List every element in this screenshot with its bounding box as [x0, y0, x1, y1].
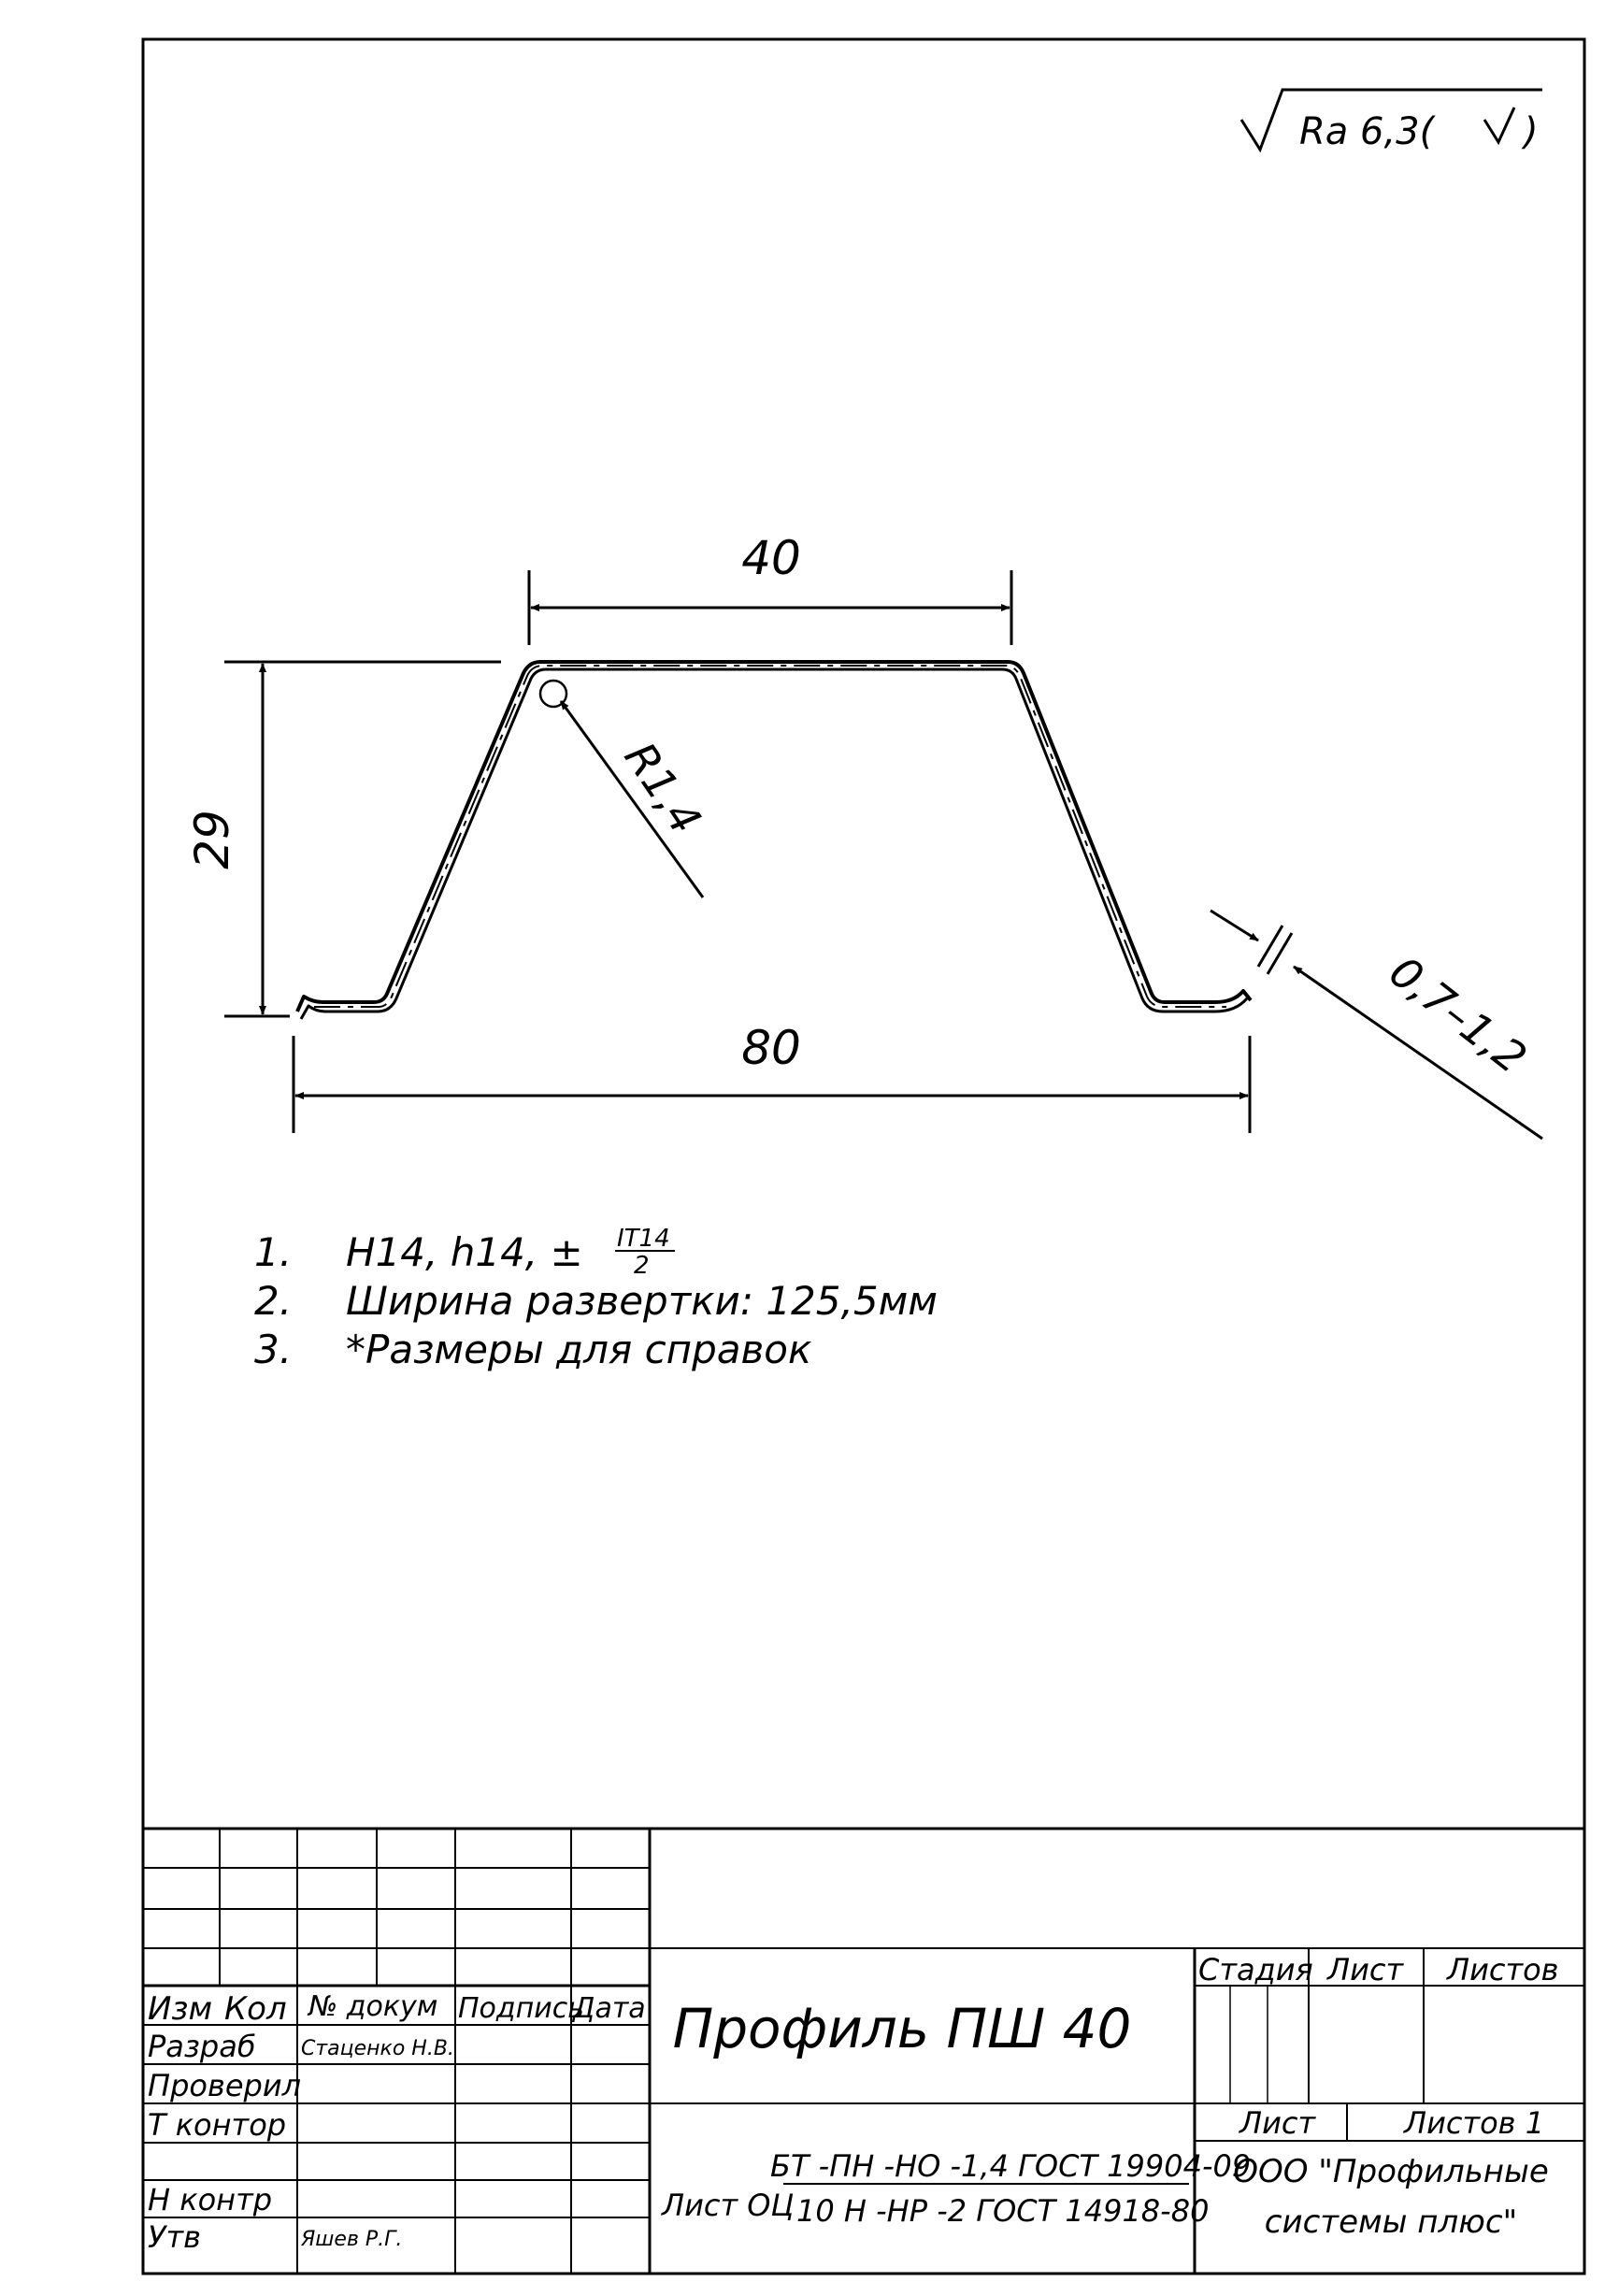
note-1-fraction-bottom: 2 — [634, 1252, 650, 1280]
notes — [254, 1225, 938, 1372]
header-date: Дата — [573, 1992, 646, 2025]
role-checker: Проверил — [148, 2068, 302, 2103]
dimension-label-80: 80 — [741, 1021, 801, 1075]
note-1-fraction-top: IT14 — [617, 1225, 670, 1253]
company-line-2: системы плюс" — [1264, 2203, 1518, 2241]
role-approver: Утв — [148, 2219, 201, 2255]
material-line-1: БТ -ПН -НО -1,4 ГОСТ 19904-09 — [770, 2148, 1252, 2184]
role-norm-control: Н контр — [148, 2182, 273, 2217]
header-kol: Кол — [224, 1990, 287, 2028]
note-1-number: 1. — [254, 1229, 293, 1275]
radius-leader — [561, 701, 711, 897]
sheet-frame — [143, 39, 1584, 2274]
dimension-top-width — [529, 531, 1011, 645]
name-approver: Яшев Р.Г. — [301, 2228, 403, 2251]
header-doc: № докум — [308, 1990, 438, 2023]
name-developer: Стаценко Н.В. — [301, 2037, 454, 2060]
header-izm: Изм — [148, 1990, 213, 2028]
thickness-label: 0,7–1,2 — [1380, 945, 1537, 1083]
profile-shape — [297, 662, 1251, 1019]
dimension-label-29: 29 — [185, 810, 239, 869]
sheets-label: Листов — [1447, 1952, 1559, 1987]
roughness-close: ) — [1524, 110, 1539, 153]
title-block — [143, 1829, 1584, 2274]
roughness-mark — [1241, 90, 1542, 153]
note-3-text: *Размеры для справок — [346, 1327, 812, 1372]
material-prefix: Лист ОЦ — [662, 2188, 795, 2223]
thickness-leader — [1211, 911, 1542, 1139]
sheets-value-label: Листов 1 — [1404, 2105, 1545, 2141]
company-line-1: ООО "Профильные — [1233, 2153, 1549, 2190]
roughness-text: Ra 6,3( — [1299, 110, 1435, 153]
material-line-2: 10 Н -НР -2 ГОСТ 14918-80 — [796, 2193, 1210, 2229]
stage-label: Стадия — [1198, 1952, 1313, 1987]
dimension-label-40: 40 — [741, 531, 801, 585]
role-developer: Разраб — [148, 2029, 256, 2064]
note-2-number: 2. — [254, 1278, 293, 1324]
drawing-title: Профиль ПШ 40 — [672, 1997, 1132, 2060]
note-1-text: H14, h14, ± — [346, 1229, 583, 1275]
dimension-bottom-width — [294, 1021, 1250, 1133]
sheet-label: Лист — [1327, 1952, 1404, 1987]
note-3-number: 3. — [254, 1327, 293, 1372]
note-2-text: Ширина развертки: 125,5мм — [346, 1278, 938, 1324]
sheet-value-label: Лист — [1239, 2105, 1316, 2141]
radius-label: R1,4 — [614, 733, 712, 843]
role-tech-control: Т контор — [148, 2107, 287, 2143]
header-sign: Подпись — [458, 1992, 584, 2025]
